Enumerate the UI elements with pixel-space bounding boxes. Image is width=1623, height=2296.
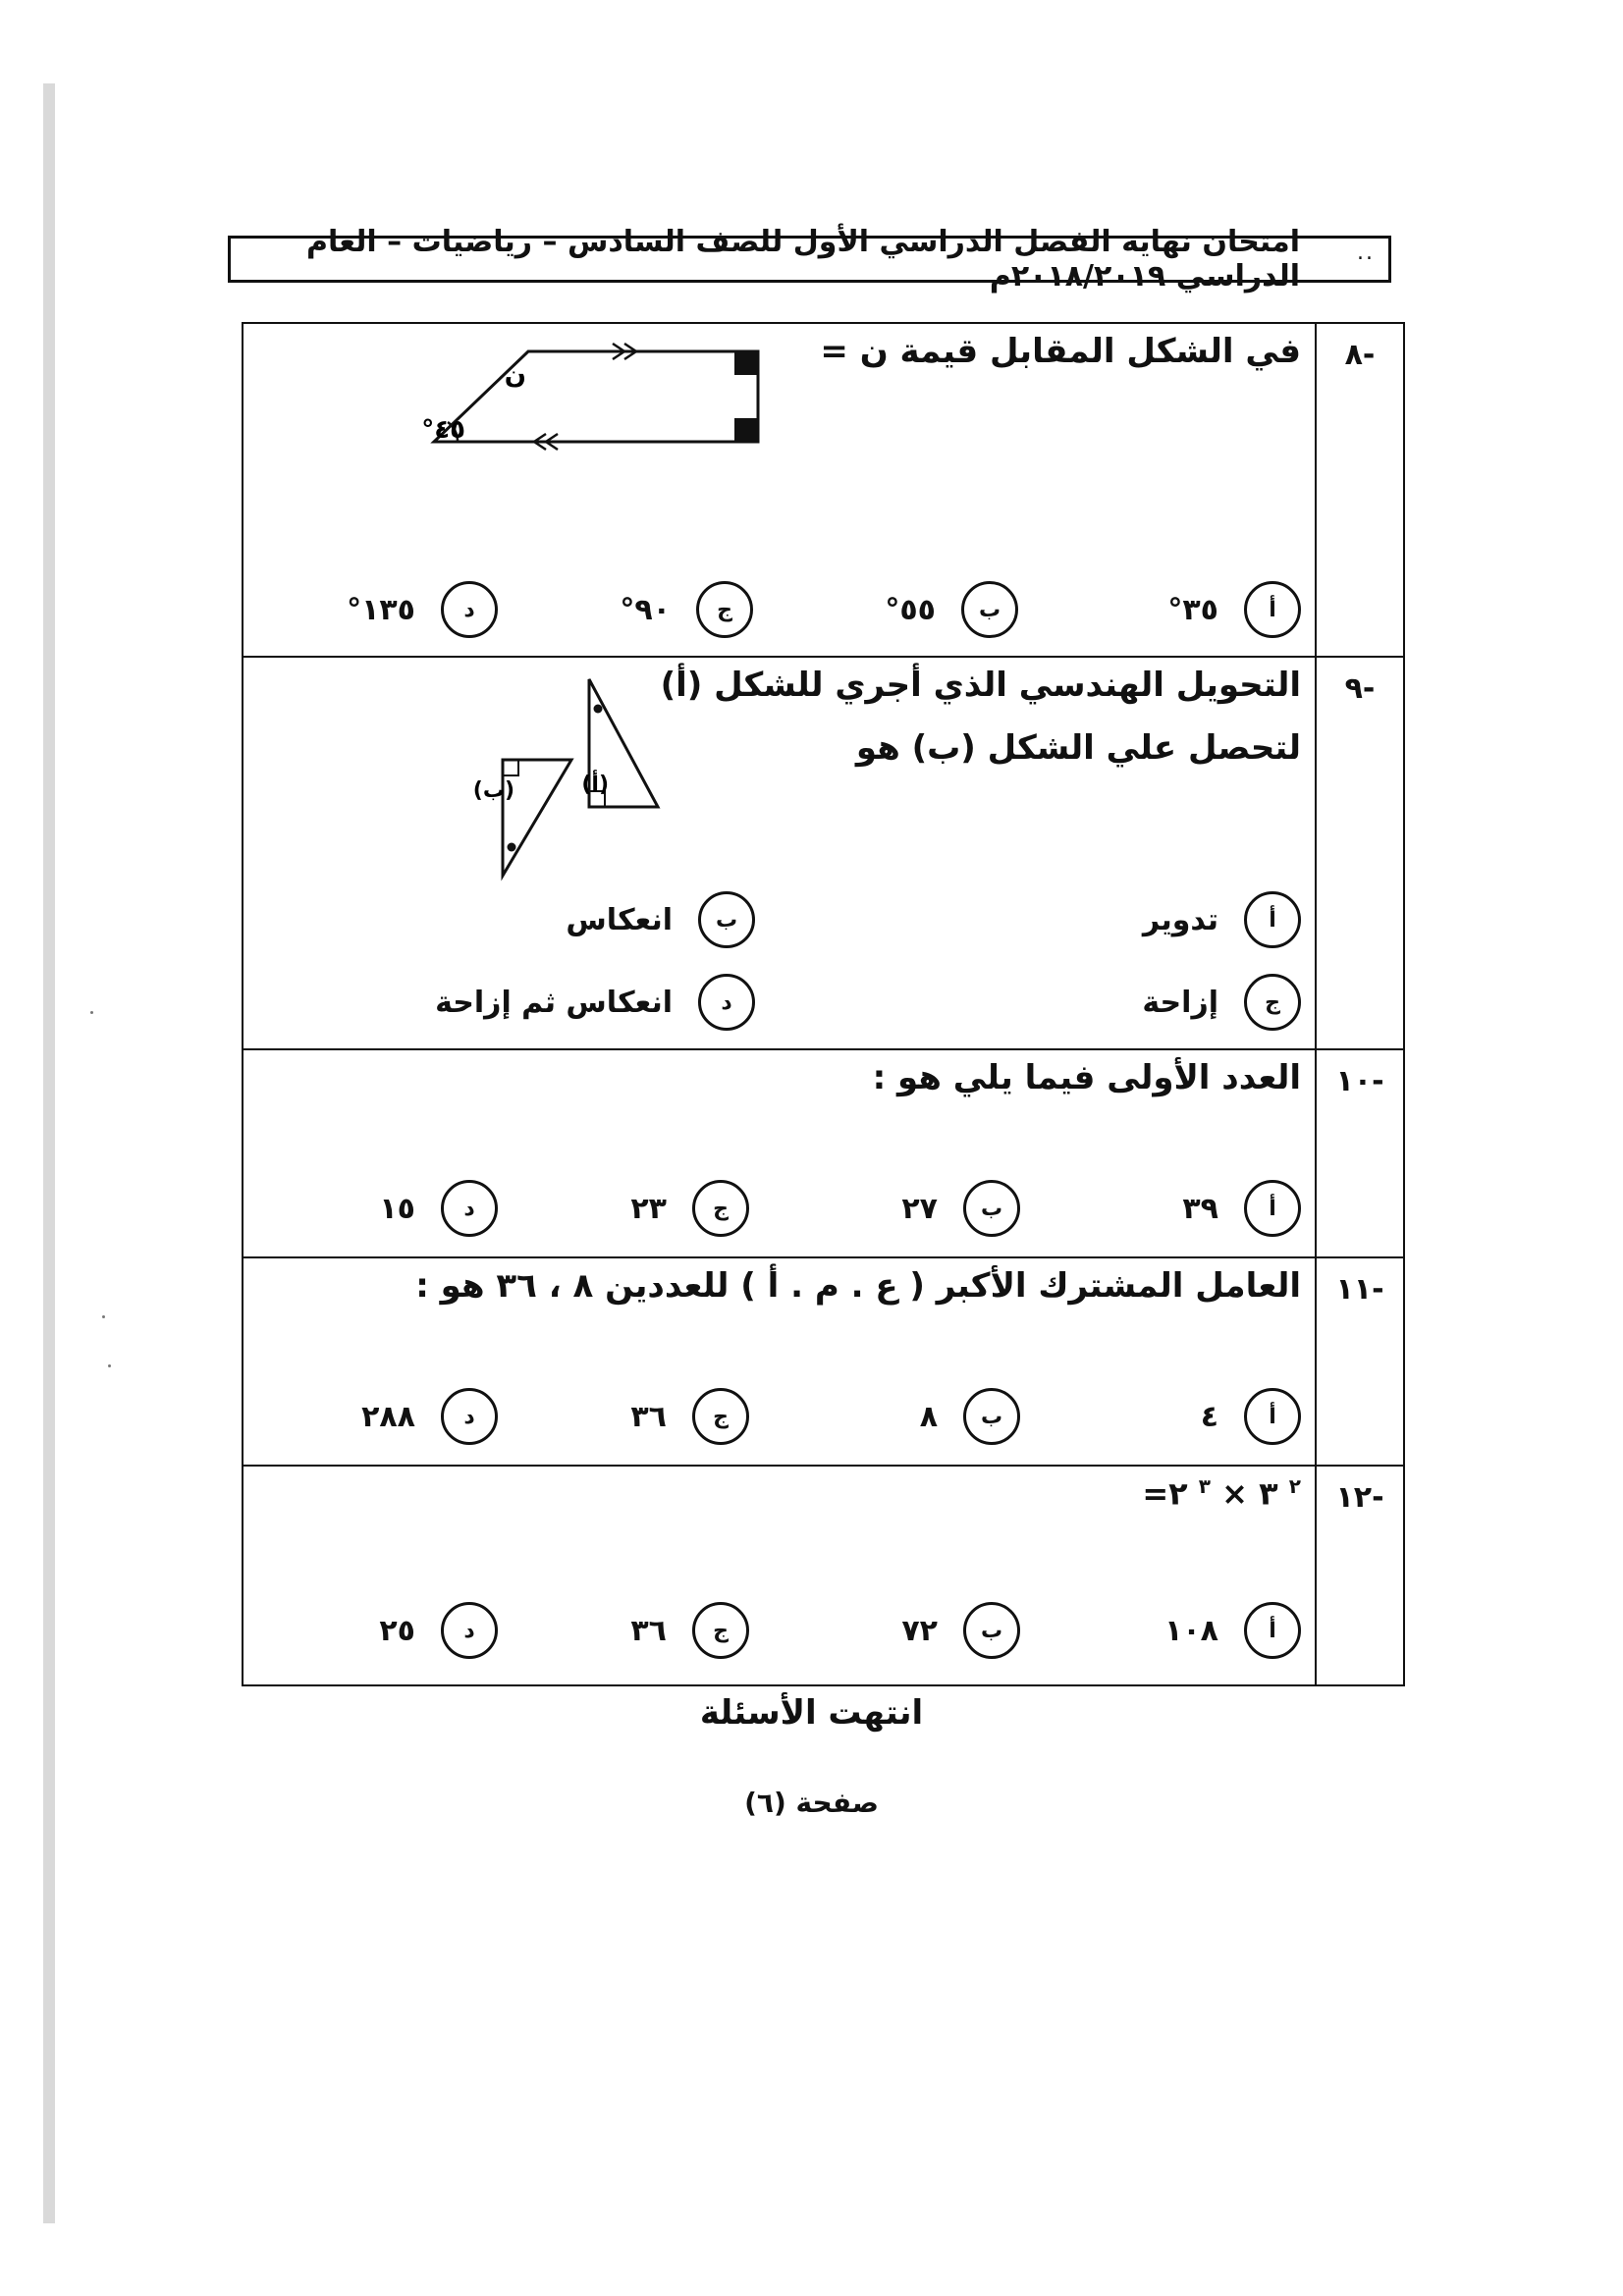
exam-header [228,225,1391,294]
page-number: صفحة (٦) [744,1787,879,1819]
option-value: ١٠٨ [1164,1613,1218,1648]
option-value: إزاحة [1142,985,1218,1020]
option-c[interactable] [630,1180,749,1237]
question-row [243,1466,1404,1685]
option-letter: ب [963,1388,1020,1445]
option-letter: ج [692,1602,749,1659]
question-row [243,1257,1404,1466]
option-value: ٨ [919,1399,938,1434]
scan-speck [108,1364,111,1367]
option-b[interactable] [920,1388,1020,1445]
option-letter: أ [1244,891,1301,948]
option-letter: ب [963,1180,1020,1237]
option-value: ٣٩ [1182,1191,1218,1226]
option-letter: أ [1244,1388,1301,1445]
option-value: انعكاس [566,902,673,937]
option-a[interactable] [1201,1388,1301,1445]
equals-sign: = [1142,1474,1169,1513]
times-sign: × [1221,1474,1248,1513]
option-letter: أ [1244,1602,1301,1659]
question-body [243,1466,1316,1685]
option-b[interactable] [901,1180,1020,1237]
option-value: ٩٠° [620,592,671,627]
option-value: ٣٦ [630,1613,667,1648]
option-d[interactable] [347,581,498,638]
option-letter: ج [696,581,753,638]
question-text: العامل المشترك الأكبر ( ع . م . أ ) للعددين ٨ ، ٣٦ هو : [415,1266,1301,1306]
option-value: انعكاس ثم إزاحة [435,985,673,1020]
question-body [243,1049,1316,1257]
option-letter: د [441,1388,498,1445]
option-letter: ب [698,891,755,948]
question-body [243,323,1316,657]
option-value: ٢٨٨ [361,1399,415,1434]
question-number: -١٢ [1316,1466,1404,1685]
angle-label: ٤٥° [421,415,465,445]
option-c[interactable] [630,1602,749,1659]
option-value: ٥٥° [885,592,936,627]
option-value: ٢٣ [630,1191,667,1226]
option-value: ٣٦ [630,1399,667,1434]
question-body [243,657,1316,1049]
end-of-questions: انتهت الأسئلة [699,1693,924,1733]
triangles-figure [452,669,707,895]
shape-b-label: (ب) [472,778,514,803]
option-value: ٤ [1200,1399,1218,1434]
question-number: -١١ [1316,1257,1404,1466]
option-b[interactable] [885,581,1018,638]
option-letter: ج [692,1388,749,1445]
option-value: ٧٢ [901,1613,938,1648]
question-text: التحويل الهندسي الذي أجري للشكل (أ) [660,666,1301,705]
question-row [243,1049,1404,1257]
option-a[interactable] [1143,891,1301,948]
trapezoid-figure [401,340,813,467]
scan-edge-shadow [43,83,55,2223]
option-letter: ب [963,1602,1020,1659]
base: ٢ [1168,1474,1188,1513]
option-letter: أ [1244,581,1301,638]
question-row [243,657,1404,1049]
option-a[interactable] [1164,1602,1301,1659]
option-c[interactable] [1142,974,1301,1031]
variable-label: ن [504,360,526,390]
option-letter: د [441,1602,498,1659]
question-number: -٨ [1316,323,1404,657]
option-letter: ج [1244,974,1301,1031]
option-d[interactable] [379,1180,498,1237]
option-b[interactable] [901,1602,1020,1659]
option-letter: د [441,1180,498,1237]
questions-table [242,322,1405,1686]
question-text-line2: لتحصل علي الشكل (ب) هو [855,728,1301,768]
option-d[interactable] [435,974,755,1031]
option-value: تدوير [1142,902,1218,937]
option-letter: د [441,581,498,638]
exponent: ٣ [1198,1474,1212,1498]
option-c[interactable] [620,581,753,638]
option-value: ١٥ [379,1191,415,1226]
option-b[interactable] [566,891,755,948]
base: ٣ [1259,1474,1278,1513]
shape-a-label: (أ) [581,773,609,797]
option-value: ١٣٥° [347,592,415,627]
option-a[interactable] [1167,581,1301,638]
option-d[interactable] [361,1388,498,1445]
question-row [243,323,1404,657]
option-a[interactable] [1182,1180,1301,1237]
header-mark: .. [1357,240,1375,265]
option-letter: ج [692,1180,749,1237]
scan-speck [102,1315,105,1318]
math-expression [1142,1474,1301,1513]
question-body [243,1257,1316,1466]
option-d[interactable] [379,1602,498,1659]
question-text: في الشكل المقابل قيمة ن = [820,332,1301,371]
question-text: العدد الأولى فيما يلي هو : [872,1058,1301,1097]
option-letter: ب [961,581,1018,638]
scan-speck [90,1011,93,1014]
exponent: ٢ [1288,1474,1301,1498]
option-c[interactable] [630,1388,749,1445]
question-number: -٩ [1316,657,1404,1049]
option-value: ٢٧ [901,1191,938,1226]
option-letter: د [698,974,755,1031]
option-letter: أ [1244,1180,1301,1237]
exam-title: امتحان نهاية الفصل الدراسي الأول للصف السادس – رياضيات – العام الدراسي ٢٠١٨/٢٠١٩م [305,225,1300,294]
option-value: ٢٥ [379,1613,415,1648]
option-value: ٣٥° [1167,592,1218,627]
question-number: -١٠ [1316,1049,1404,1257]
